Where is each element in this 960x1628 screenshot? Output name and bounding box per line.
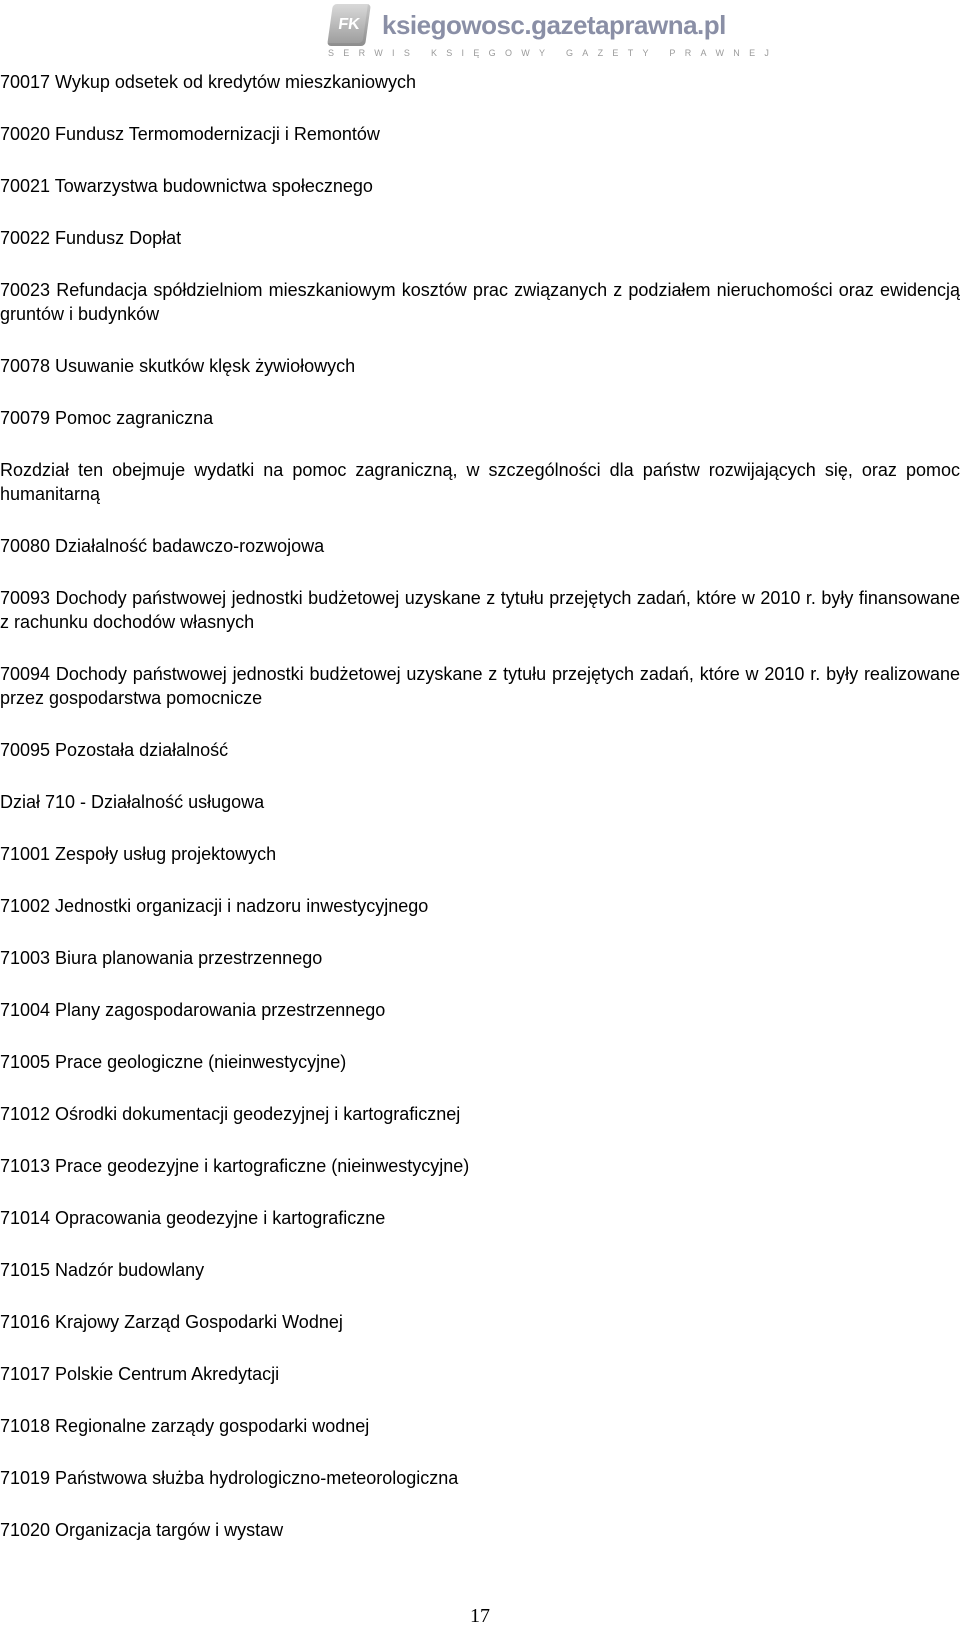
list-item: 71020 Organizacja targów i wystaw <box>0 1520 284 1540</box>
fk-logo-icon: FK <box>327 4 371 46</box>
list-item: 71014 Opracowania geodezyjne i kartograficzne <box>0 1208 386 1228</box>
list-item: 71005 Prace geologiczne (nieinwestycyjne) <box>0 1052 347 1072</box>
list-item: 70079 Pomoc zagraniczna <box>0 408 214 428</box>
list-item: 70017 Wykup odsetek od kredytów mieszkaniowych <box>0 72 417 92</box>
list-item: 70021 Towarzystwa budownictwa społecznego <box>0 176 373 196</box>
list-item: 71013 Prace geodezyjne i kartograficzne (nieinwestycyjne) <box>0 1156 470 1176</box>
list-item: 71004 Plany zagospodarowania przestrzennego <box>0 1000 386 1020</box>
list-item: 70078 Usuwanie skutków klęsk żywiołowych <box>0 356 356 376</box>
list-item: 71015 Nadzór budowlany <box>0 1260 205 1280</box>
site-name: ksiegowosc.gazetaprawna.pl <box>382 10 726 40</box>
list-item: 71019 Państwowa służba hydrologiczno-meteorologiczna <box>0 1468 459 1488</box>
list-item: 71003 Biura planowania przestrzennego <box>0 948 323 968</box>
list-item: 70095 Pozostała działalność <box>0 740 229 760</box>
list-item: 71012 Ośrodki dokumentacji geodezyjnej i kartograficznej <box>0 1104 461 1124</box>
site-header <box>328 4 779 60</box>
list-item: 70080 Działalność badawczo-rozwojowa <box>0 536 325 556</box>
list-item: 70094 Dochody państwowej jednostki budżetowej uzyskane z tytułu przejętych zadań, które w 2010 r. były realizowane przez gospodarstwa pomocnicze <box>0 664 960 708</box>
list-item: 71002 Jednostki organizacji i nadzoru inwestycyjnego <box>0 896 429 916</box>
list-item: 71016 Krajowy Zarząd Gospodarki Wodnej <box>0 1312 343 1332</box>
description-paragraph: Rozdział ten obejmuje wydatki na pomoc zagraniczną, w szczególności dla państw rozwijających się, oraz pomoc humanitarną <box>0 460 960 504</box>
site-tagline: SERWIS KSIĘGOWY GAZETY PRAWNEJ <box>328 48 779 58</box>
list-item: 71017 Polskie Centrum Akredytacji <box>0 1364 280 1384</box>
list-item: 70093 Dochody państwowej jednostki budżetowej uzyskane z tytułu przejętych zadań, które w 2010 r. były finansowane z rachunku dochodów własnych <box>0 588 960 632</box>
list-item: 71018 Regionalne zarządy gospodarki wodnej <box>0 1416 370 1436</box>
list-item: 70020 Fundusz Termomodernizacji i Remontów <box>0 124 380 144</box>
list-item: 70022 Fundusz Dopłat <box>0 228 182 248</box>
list-item: 71001 Zespoły usług projektowych <box>0 844 277 864</box>
section-heading: Dział 710 - Działalność usługowa <box>0 792 265 812</box>
page-number: 17 <box>470 1605 490 1627</box>
list-item: 70023 Refundacja spółdzielniom mieszkaniowym kosztów prac związanych z podziałem nieruchomości oraz ewidencją gruntów i budynków <box>0 280 960 324</box>
